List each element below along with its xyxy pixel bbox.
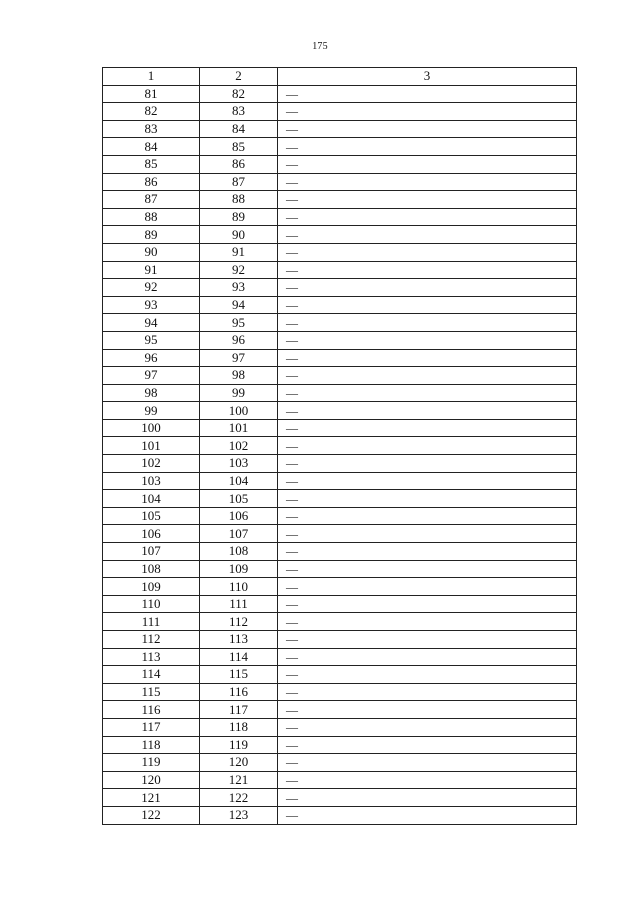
cell-col-2: 91 bbox=[200, 243, 278, 261]
cell-col-2: 97 bbox=[200, 349, 278, 367]
cell-col-3: — bbox=[278, 85, 577, 103]
cell-col-3: — bbox=[278, 191, 577, 209]
cell-col-2: 114 bbox=[200, 648, 278, 666]
table-header bbox=[103, 68, 577, 86]
table-row bbox=[103, 138, 577, 156]
table-row bbox=[103, 789, 577, 807]
cell-col-1: 110 bbox=[103, 595, 200, 613]
cell-col-1: 101 bbox=[103, 437, 200, 455]
header-row bbox=[103, 68, 577, 86]
column-header-3: 3 bbox=[278, 68, 577, 86]
cell-col-2: 83 bbox=[200, 103, 278, 121]
cell-col-3: — bbox=[278, 384, 577, 402]
cell-col-1: 90 bbox=[103, 243, 200, 261]
cell-col-1: 96 bbox=[103, 349, 200, 367]
cell-col-3: — bbox=[278, 138, 577, 156]
cell-col-3: — bbox=[278, 331, 577, 349]
cell-col-3: — bbox=[278, 243, 577, 261]
cell-col-3: — bbox=[278, 718, 577, 736]
cell-col-3: — bbox=[278, 631, 577, 649]
cell-col-3: — bbox=[278, 771, 577, 789]
table-row bbox=[103, 525, 577, 543]
table-row bbox=[103, 173, 577, 191]
table-row bbox=[103, 718, 577, 736]
cell-col-3: — bbox=[278, 754, 577, 772]
table-row bbox=[103, 771, 577, 789]
cell-col-2: 98 bbox=[200, 367, 278, 385]
table-body bbox=[103, 85, 577, 824]
cell-col-1: 119 bbox=[103, 754, 200, 772]
cell-col-1: 111 bbox=[103, 613, 200, 631]
table-row bbox=[103, 419, 577, 437]
cell-col-1: 83 bbox=[103, 120, 200, 138]
cell-col-3: — bbox=[278, 367, 577, 385]
cell-col-1: 97 bbox=[103, 367, 200, 385]
column-header-1: 1 bbox=[103, 68, 200, 86]
cell-col-1: 106 bbox=[103, 525, 200, 543]
cell-col-2: 87 bbox=[200, 173, 278, 191]
cell-col-2: 105 bbox=[200, 490, 278, 508]
table-row bbox=[103, 701, 577, 719]
column-header-2: 2 bbox=[200, 68, 278, 86]
cell-col-1: 86 bbox=[103, 173, 200, 191]
table-row bbox=[103, 507, 577, 525]
cell-col-1: 103 bbox=[103, 472, 200, 490]
table-row bbox=[103, 806, 577, 824]
cell-col-1: 112 bbox=[103, 631, 200, 649]
page-number: 175 bbox=[312, 41, 328, 52]
cell-col-2: 117 bbox=[200, 701, 278, 719]
table-row bbox=[103, 103, 577, 121]
table-row bbox=[103, 384, 577, 402]
table-row bbox=[103, 208, 577, 226]
cell-col-1: 85 bbox=[103, 155, 200, 173]
cell-col-1: 109 bbox=[103, 578, 200, 596]
cell-col-2: 89 bbox=[200, 208, 278, 226]
cell-col-2: 106 bbox=[200, 507, 278, 525]
cell-col-1: 117 bbox=[103, 718, 200, 736]
cell-col-3: — bbox=[278, 314, 577, 332]
cell-col-2: 107 bbox=[200, 525, 278, 543]
cell-col-3: — bbox=[278, 208, 577, 226]
cell-col-1: 98 bbox=[103, 384, 200, 402]
cell-col-1: 91 bbox=[103, 261, 200, 279]
cell-col-3: — bbox=[278, 296, 577, 314]
table-row bbox=[103, 613, 577, 631]
table-row bbox=[103, 402, 577, 420]
cell-col-3: — bbox=[278, 736, 577, 754]
table-row bbox=[103, 191, 577, 209]
cell-col-1: 84 bbox=[103, 138, 200, 156]
cell-col-1: 108 bbox=[103, 560, 200, 578]
table-row bbox=[103, 349, 577, 367]
cell-col-1: 118 bbox=[103, 736, 200, 754]
cell-col-2: 93 bbox=[200, 279, 278, 297]
cell-col-1: 93 bbox=[103, 296, 200, 314]
table-row bbox=[103, 314, 577, 332]
cell-col-2: 112 bbox=[200, 613, 278, 631]
cell-col-2: 116 bbox=[200, 683, 278, 701]
cell-col-1: 122 bbox=[103, 806, 200, 824]
cell-col-3: — bbox=[278, 560, 577, 578]
table-row bbox=[103, 155, 577, 173]
table-row bbox=[103, 367, 577, 385]
cell-col-2: 122 bbox=[200, 789, 278, 807]
cell-col-3: — bbox=[278, 613, 577, 631]
cell-col-3: — bbox=[278, 455, 577, 473]
cell-col-1: 114 bbox=[103, 666, 200, 684]
cell-col-3: — bbox=[278, 543, 577, 561]
cell-col-3: — bbox=[278, 226, 577, 244]
cell-col-3: — bbox=[278, 261, 577, 279]
cell-col-2: 118 bbox=[200, 718, 278, 736]
cell-col-2: 86 bbox=[200, 155, 278, 173]
cell-col-2: 110 bbox=[200, 578, 278, 596]
cell-col-1: 81 bbox=[103, 85, 200, 103]
cell-col-1: 99 bbox=[103, 402, 200, 420]
table-row bbox=[103, 631, 577, 649]
cell-col-2: 82 bbox=[200, 85, 278, 103]
cell-col-2: 88 bbox=[200, 191, 278, 209]
table-row bbox=[103, 243, 577, 261]
cell-col-1: 105 bbox=[103, 507, 200, 525]
cell-col-2: 85 bbox=[200, 138, 278, 156]
cell-col-2: 96 bbox=[200, 331, 278, 349]
cell-col-3: — bbox=[278, 103, 577, 121]
table-row bbox=[103, 560, 577, 578]
cell-col-1: 120 bbox=[103, 771, 200, 789]
cell-col-2: 99 bbox=[200, 384, 278, 402]
table-row bbox=[103, 85, 577, 103]
table-row bbox=[103, 754, 577, 772]
table-row bbox=[103, 543, 577, 561]
table-row bbox=[103, 261, 577, 279]
cell-col-2: 103 bbox=[200, 455, 278, 473]
table-row bbox=[103, 120, 577, 138]
cell-col-2: 92 bbox=[200, 261, 278, 279]
cell-col-3: — bbox=[278, 419, 577, 437]
table-row bbox=[103, 279, 577, 297]
table-row bbox=[103, 648, 577, 666]
table-row bbox=[103, 455, 577, 473]
cell-col-2: 113 bbox=[200, 631, 278, 649]
cell-col-2: 102 bbox=[200, 437, 278, 455]
table-row bbox=[103, 331, 577, 349]
table-row bbox=[103, 437, 577, 455]
cell-col-2: 123 bbox=[200, 806, 278, 824]
cell-col-2: 90 bbox=[200, 226, 278, 244]
cell-col-3: — bbox=[278, 789, 577, 807]
table-row bbox=[103, 683, 577, 701]
table-row bbox=[103, 666, 577, 684]
cell-col-1: 100 bbox=[103, 419, 200, 437]
cell-col-3: — bbox=[278, 701, 577, 719]
cell-col-3: — bbox=[278, 120, 577, 138]
cell-col-1: 94 bbox=[103, 314, 200, 332]
cell-col-1: 89 bbox=[103, 226, 200, 244]
cell-col-1: 87 bbox=[103, 191, 200, 209]
cell-col-1: 88 bbox=[103, 208, 200, 226]
cell-col-1: 107 bbox=[103, 543, 200, 561]
cell-col-1: 82 bbox=[103, 103, 200, 121]
table-row bbox=[103, 578, 577, 596]
cell-col-2: 95 bbox=[200, 314, 278, 332]
cell-col-1: 104 bbox=[103, 490, 200, 508]
table-row bbox=[103, 472, 577, 490]
cell-col-2: 101 bbox=[200, 419, 278, 437]
cell-col-3: — bbox=[278, 173, 577, 191]
table-row bbox=[103, 296, 577, 314]
table-row bbox=[103, 595, 577, 613]
cell-col-2: 119 bbox=[200, 736, 278, 754]
cell-col-3: — bbox=[278, 402, 577, 420]
cell-col-3: — bbox=[278, 806, 577, 824]
table-row bbox=[103, 490, 577, 508]
cell-col-3: — bbox=[278, 507, 577, 525]
cell-col-3: — bbox=[278, 666, 577, 684]
cell-col-2: 84 bbox=[200, 120, 278, 138]
cell-col-3: — bbox=[278, 155, 577, 173]
cell-col-3: — bbox=[278, 279, 577, 297]
cell-col-3: — bbox=[278, 349, 577, 367]
cell-col-3: — bbox=[278, 578, 577, 596]
table-row bbox=[103, 226, 577, 244]
cell-col-1: 95 bbox=[103, 331, 200, 349]
table-row bbox=[103, 736, 577, 754]
cell-col-2: 108 bbox=[200, 543, 278, 561]
cell-col-2: 109 bbox=[200, 560, 278, 578]
cell-col-3: — bbox=[278, 490, 577, 508]
cell-col-2: 104 bbox=[200, 472, 278, 490]
cell-col-2: 100 bbox=[200, 402, 278, 420]
cell-col-1: 116 bbox=[103, 701, 200, 719]
cell-col-3: — bbox=[278, 595, 577, 613]
cell-col-3: — bbox=[278, 472, 577, 490]
cell-col-2: 120 bbox=[200, 754, 278, 772]
cell-col-3: — bbox=[278, 525, 577, 543]
cell-col-1: 115 bbox=[103, 683, 200, 701]
cell-col-2: 121 bbox=[200, 771, 278, 789]
cell-col-1: 102 bbox=[103, 455, 200, 473]
cell-col-2: 115 bbox=[200, 666, 278, 684]
data-table bbox=[102, 67, 577, 825]
cell-col-3: — bbox=[278, 648, 577, 666]
cell-col-1: 92 bbox=[103, 279, 200, 297]
cell-col-1: 121 bbox=[103, 789, 200, 807]
cell-col-2: 94 bbox=[200, 296, 278, 314]
cell-col-1: 113 bbox=[103, 648, 200, 666]
cell-col-3: — bbox=[278, 683, 577, 701]
cell-col-3: — bbox=[278, 437, 577, 455]
cell-col-2: 111 bbox=[200, 595, 278, 613]
